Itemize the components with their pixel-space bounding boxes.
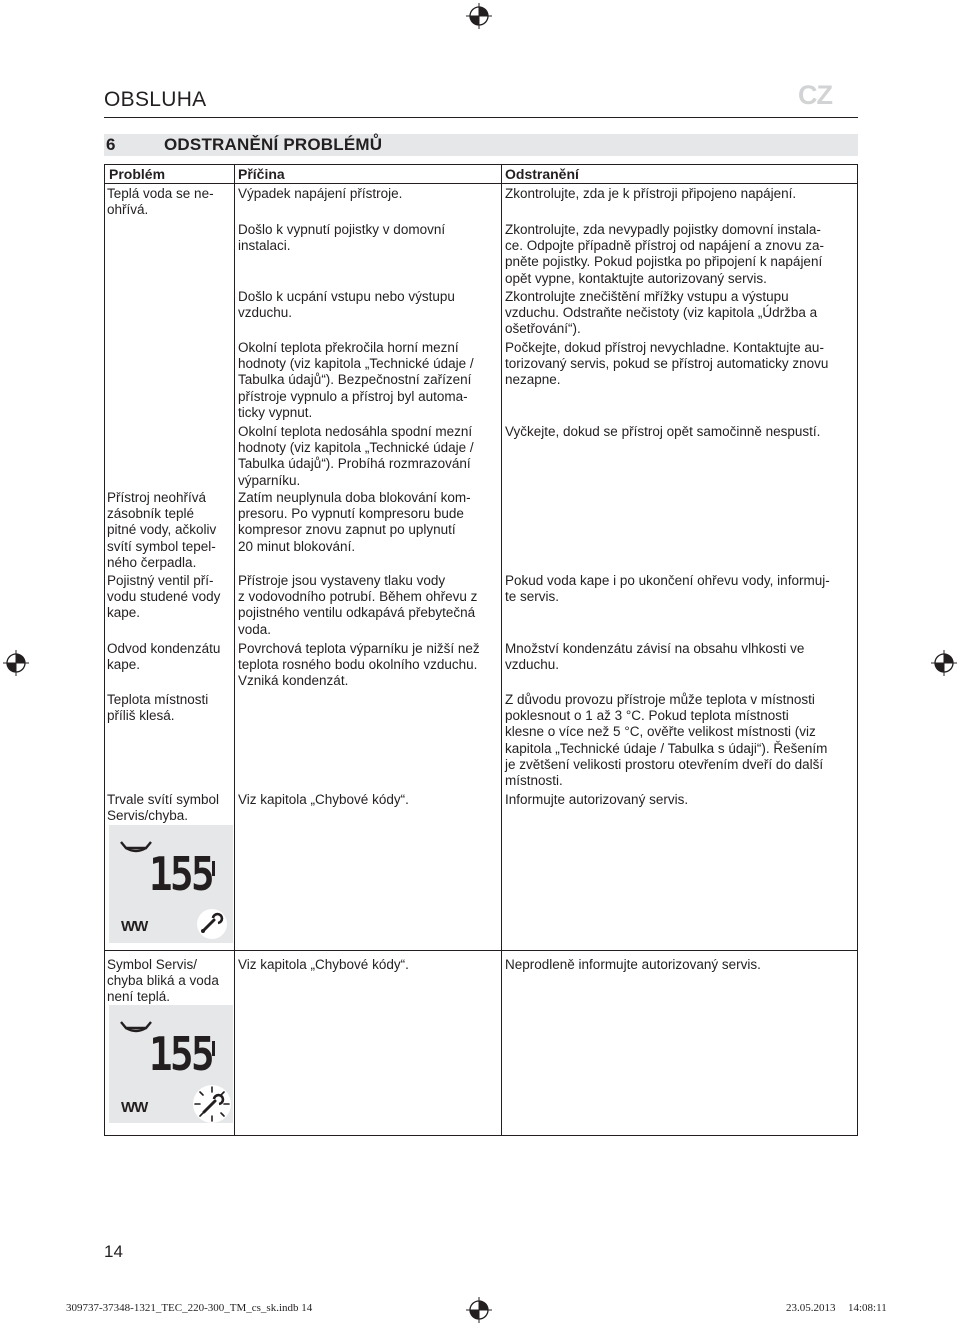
problem-cell: Pojistný ventil pří- vodu studené vody kape. — [107, 573, 221, 621]
ww-mode-label: WW — [121, 918, 148, 935]
chapter-title: ODSTRANĚNÍ PROBLÉMŮ — [164, 135, 383, 154]
page-section-title: OBSLUHA — [104, 88, 207, 111]
display-illustration — [109, 825, 233, 943]
remedy-cell: Pokud voda kape i po ukončení ohřevu vody, informuj- te servis. — [505, 573, 830, 605]
cause-cell: Viz kapitola „Chybové kódy“. — [238, 957, 409, 972]
problem-cell: Symbol Servis/ chyba bliká a voda není teplá. — [107, 957, 219, 1005]
tank-icon — [119, 1019, 153, 1037]
display-segment — [212, 861, 215, 876]
registration-mark-icon — [931, 650, 957, 676]
cause-cell: Okolní teplota překročila horní mezní hodnoty (viz kapitola „Technické údaje / Tabulka údajů“). Bezpečnostní zařízení přístroje vypnulo a přístroj byl automa- ticky vypnut. — [238, 340, 474, 420]
remedy-cell: Množství kondenzátu závisí na obsahu vlhkosti ve vzduchu. — [505, 641, 805, 673]
display-illustration — [109, 1005, 233, 1123]
cause-cell: Povrchová teplota výparníku je nižší než teplota rosného bodu okolního vzduchu. Vzniká kondenzát. — [238, 641, 480, 689]
registration-mark-icon — [466, 3, 492, 29]
remedy-cell: Z důvodu provozu přístroje může teplota v místnosti poklesnout o 1 až 3 °C. Pokud teplota místnosti klesne o více než 5 °C, ověřte velikost místnosti (viz kapitola „Technické údaje / Tabulka s údaji“). Řešením je zvětšení velikosti prostoru otevřením dveří do další místnosti. — [505, 692, 828, 789]
column-header-remedy: Odstranění — [505, 166, 579, 182]
problem-cell: Trvale svítí symbol Servis/chyba. — [107, 792, 220, 824]
column-header-cause: Příčina — [238, 166, 285, 182]
chapter-number: 6 — [106, 135, 116, 154]
cause-cell: Výpadek napájení přístroje. — [238, 186, 403, 201]
problem-cell: Teplá voda se ne- ohřívá. — [107, 186, 214, 218]
wrench-icon-background — [197, 909, 227, 939]
registration-mark-icon — [466, 1297, 492, 1323]
wrench-icon — [197, 909, 227, 939]
display-digits: 155 — [149, 1027, 212, 1081]
page-number: 14 — [104, 1242, 123, 1261]
footer-file-name: 309737-37348-1321_TEC_220-300_TM_cs_sk.indb 14 — [66, 1302, 313, 1314]
registration-mark-icon — [3, 650, 29, 676]
remedy-cell: Vyčkejte, dokud se přístroj opět samočinně nespustí. — [505, 424, 821, 439]
remedy-cell: Neprodleně informujte autorizovaný servis. — [505, 957, 761, 972]
cause-cell: Došlo k vypnutí pojistky v domovní instalaci. — [238, 222, 446, 254]
problem-cell: Přístroj neohřívá zásobník teplé pitné vody, ačkoliv svítí symbol tepel- ného čerpadla. — [107, 490, 217, 570]
remedy-cell: Informujte autorizovaný servis. — [505, 792, 689, 807]
problem-cell: Odvod kondenzátu kape. — [107, 641, 221, 673]
ww-mode-label: WW — [121, 1099, 148, 1116]
remedy-cell: Zkontrolujte, zda nevypadly pojistky domovní instala- ce. Odpojte případně přístroj od napájení a znovu za- pněte pojistky. Pokud pojistka po připojení k napájení opět vypne, kontaktujte autorizovaný servis. — [505, 222, 824, 286]
footer-time: 14:08:11 — [848, 1302, 887, 1314]
remedy-cell: Počkejte, dokud přístroj nevychladne. Kontaktujte au- torizovaný servis, pokud se přístroj automaticky znovu nezapne. — [505, 340, 829, 388]
cause-cell: Došlo k ucpání vstupu nebo výstupu vzduchu. — [238, 289, 455, 321]
remedy-cell: Zkontrolujte znečištění mřížky vstupu a výstupu vzduchu. Odstraňte nečistoty (viz kapitola „Údržba a ošetřování“). — [505, 289, 818, 337]
cause-cell: Přístroje jsou vystaveny tlaku vody z vodovodního potrubí. Během ohřevu z pojistného ventilu odkapává přebytečná voda. — [238, 573, 478, 637]
tank-icon — [119, 839, 153, 857]
column-header-problem: Problém — [109, 166, 166, 182]
header-rule — [104, 117, 858, 118]
wrench-blinking-icon — [193, 1085, 231, 1123]
display-segment — [212, 1041, 215, 1056]
remedy-cell: Zkontrolujte, zda je k přístroji připojeno napájení. — [505, 186, 797, 201]
footer-date: 23.05.2013 — [786, 1302, 836, 1314]
language-code: CZ — [798, 80, 832, 110]
wrench-blink-icon-background — [193, 1085, 231, 1123]
cause-cell: Viz kapitola „Chybové kódy“. — [238, 792, 409, 807]
troubleshooting-table — [104, 164, 858, 1136]
cause-cell: Zatím neuplynula doba blokování kom- presoru. Po vypnutí kompresoru bude kompresor znovu zapnut po uplynutí 20 minut blokování. — [238, 490, 471, 554]
cause-cell: Okolní teplota nedosáhla spodní mezní hodnoty (viz kapitola „Technické údaje / Tabulka údajů“). Probíhá rozmrazování výparníku. — [238, 424, 474, 488]
problem-cell: Teplota místnosti příliš klesá. — [107, 692, 209, 724]
display-digits: 155 — [149, 847, 212, 901]
